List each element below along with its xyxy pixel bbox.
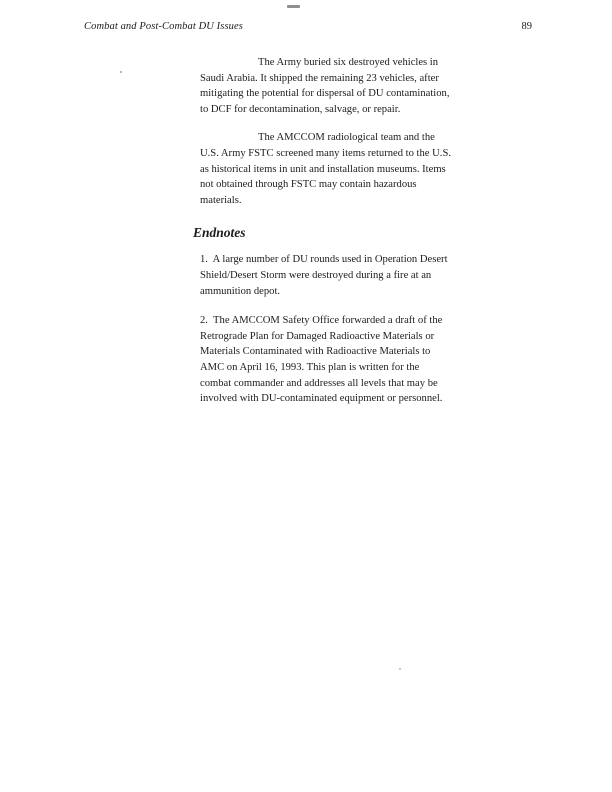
running-header [84, 21, 532, 32]
scan-artifact-mid-dot [399, 668, 401, 670]
body-paragraph-2: The AMCCOM radiological team and the U.S. Army FSTC screened many items returned to the U.S. as historical items in unit and installation museums. Items not obtained through FSTC may contain hazardous materials. [200, 132, 451, 206]
endnote-2: 2. The AMCCOM Safety Office forwarded a draft of the Retrograde Plan for Damaged Radioactive Materials or Materials Contaminated with Radioactive Materials to AMC on April 16, 1993. This plan is written for the combat commander and addresses all levels that may be involved with DU-contaminated equipment or personnel. [200, 315, 445, 405]
page-number: 89 [521, 21, 532, 32]
running-header-title: Combat and Post-Combat DU Issues [84, 21, 243, 32]
endnotes-heading: Endnotes [193, 225, 246, 241]
content-column [193, 55, 452, 421]
scan-artifact-top-dash [287, 5, 300, 8]
body-paragraph-1: The Army buried six destroyed vehicles in Saudi Arabia. It shipped the remaining 23 vehicles, after mitigating the potential for dispersal of DU contamination, to DCF for decontamination, salvage, or repair. [200, 57, 450, 115]
endnote-1: 1. A large number of DU rounds used in Operation Desert Shield/Desert Storm were destroyed during a fire at an ammunition depot. [200, 254, 451, 297]
scan-artifact-left-dot [120, 71, 122, 73]
